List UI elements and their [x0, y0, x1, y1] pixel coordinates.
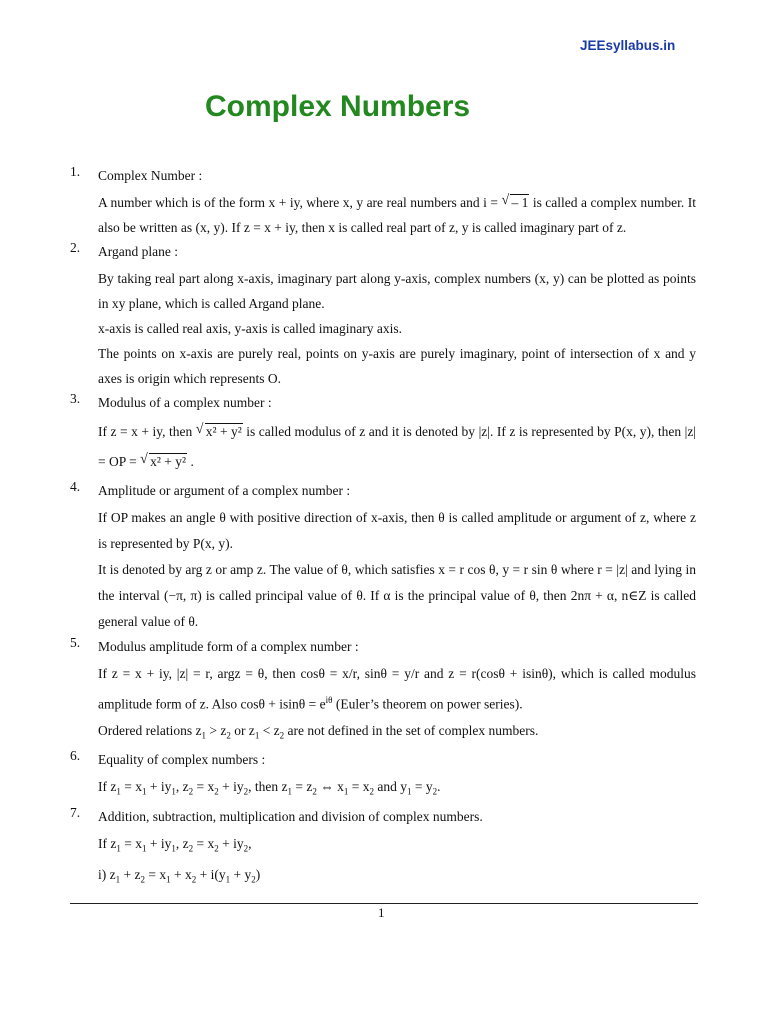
paragraph: x-axis is called real axis, y-axis is called imaginary axis.	[98, 321, 403, 336]
section-5	[70, 635, 696, 748]
section-heading: Equality of complex numbers :	[98, 752, 266, 768]
document-body	[70, 164, 696, 892]
paragraph: The points on x-axis are purely real, points on y-axis are purely imaginary, point of intersection of x and y axes is origin which represents O.	[98, 346, 696, 386]
section-heading: Complex Number :	[98, 168, 203, 183]
section-number: 5.	[70, 635, 81, 650]
paragraph: If z = x + iy, then √ x² + y² is called modulus of z and it is denoted by |z|. If z is represented by P(x, y), then |z| = OP = √ x² + y² .	[98, 417, 696, 477]
section-number: 3.	[70, 391, 81, 406]
section-7	[70, 805, 696, 892]
page-title: Complex Numbers	[205, 90, 471, 123]
site-name: JEEsyllabus.in	[580, 38, 676, 53]
section-1	[70, 164, 696, 240]
paragraph: i) $z_1 + z_2 = x_1 + x_2 + i(y_1 + y_2)$	[98, 866, 261, 885]
section-number: 1.	[70, 164, 81, 179]
paragraph: If $z_1 = x_1 + iy_1$, $z_2 = x_2 + iy_2$,	[98, 835, 252, 854]
section-number: 6.	[70, 748, 81, 764]
sqrt-symbol: √ x² + y²	[196, 417, 243, 447]
paragraph: If z = x + iy, |z| = r, argz = θ, then cosθ = x/r, sinθ = y/r and z = r(cosθ + isinθ), which is called modulus amplitude form of z. Also $\cos\theta + isin\theta = e^{i\theta}$ (Euler’s theorem on power series).	[98, 666, 696, 712]
paragraph: Ordered relations $z_1 > z_2$ or $z_1 < z_2$ are not defined in the set of complex numbers.	[98, 722, 539, 741]
section-heading: Argand plane :	[98, 244, 178, 259]
section-number: 2.	[70, 240, 81, 255]
section-number: 4.	[70, 479, 81, 494]
section-heading: Modulus amplitude form of a complex number :	[98, 639, 359, 654]
paragraph: It is denoted by arg z or amp z. The value of θ, which satisfies x = r cos θ, y = r sin θ where r = |z| and lying in the interval (−π, π) is called principal value of θ. If α is the principal value of θ, then 2nπ + α, n∈Z is called general value of θ.	[98, 562, 696, 629]
section-heading: Modulus of a complex number :	[98, 395, 272, 410]
section-6	[70, 748, 696, 805]
page-number: 1	[378, 905, 385, 920]
section-heading: Addition, subtraction, multiplication and division of complex numbers.	[98, 808, 483, 824]
section-4	[70, 479, 696, 635]
paragraph: If $z_1 = x_1 + iy_1$, $z_2 = x_2 + iy_2$, then $z_1 = z_2$ ⇔ $x_1 = x_2$ and $y_1 = y_2$.	[98, 779, 441, 797]
section-number: 7.	[70, 804, 81, 820]
paragraph: If OP makes an angle θ with positive direction of x-axis, then θ is called amplitude or argument of z, where z is represented by P(x, y).	[98, 510, 696, 551]
paragraph: By taking real part along x-axis, imaginary part along y-axis, complex numbers (x, y) can be plotted as points in xy plane, which is called Argand plane.	[98, 271, 696, 311]
sqrt-symbol: √ – 1	[501, 190, 529, 215]
section-2	[70, 240, 696, 391]
section-3	[70, 391, 696, 477]
footer-rule	[70, 903, 698, 904]
sqrt-symbol: √ x² + y²	[140, 447, 187, 477]
section-heading: Amplitude or argument of a complex number :	[98, 483, 351, 498]
paragraph: A number which is of the form x + iy, where x, y are real numbers and i = √ – 1 is called a complex number. It also be written as (x, y). If z = x + iy, then x is called real part of z, y is called imaginary part of z.	[98, 190, 696, 240]
